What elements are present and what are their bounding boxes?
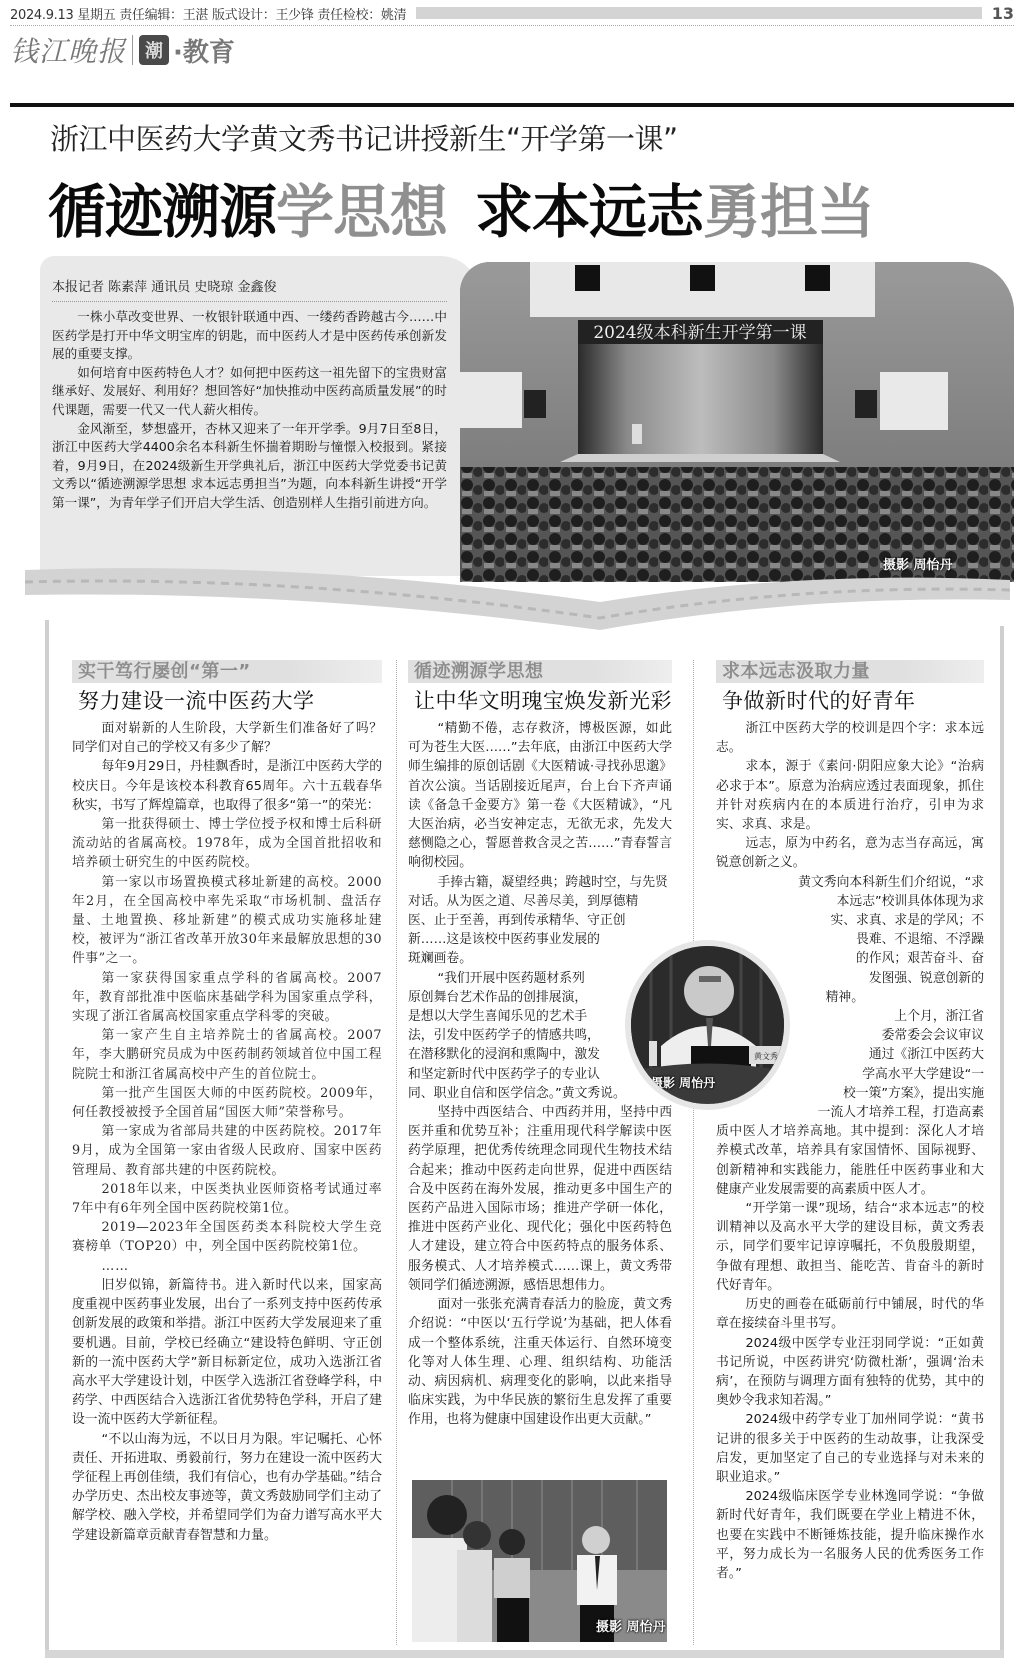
body-paragraph — [408, 873, 672, 969]
first-achievement: 第一家成为省部局共建的中医药院校。2017年9月，成为全国第一家由省级人民政府、国家中医药管理局、教育部共建的中医药院校。 — [72, 1124, 382, 1178]
first-achievement: 第一家获得国家重点学科的省属高校。2007年，教育部批准中医临床基础学科为国家重点学科，实现了浙江省属高校国家重点学科零的突破。 — [72, 970, 382, 1025]
bottom-photo-credit: 摄影 周怡丹 — [596, 1620, 666, 1635]
text-line: 和坚定新时代中医药学子的专业认 — [408, 1066, 600, 1082]
issue-meta: 2024.9.13 星期五 责任编辑：王湛 版式设计：王少锋 责任检校：姚清 — [10, 7, 407, 23]
text-line: 新……这是该校中医药事业发展的 — [408, 932, 600, 948]
body-paragraph: 旧岁似锦，新篇待书。进入新时代以来，国家高度重视中医药事业发展，出台了一系列支持中医药传承创新发展的政策和举措。浙江中医药大学发展迎来了重要机遇。目前，学校已经确立“建设特色鲜明、守正创新的一流中医药大学”新目标新定位，成功入选浙江省高水平大学建设计划，中医学入选浙江省登峰学科，中药学、中西医结合入选浙江省优势特色学科，开启了建设一流中医药大学新征程。 — [72, 1277, 382, 1428]
column-divider — [396, 660, 397, 1645]
body-paragraph: 浙江中医药大学的校训是四个字：求本远志。 — [716, 721, 984, 756]
body-paragraph: 求本，源于《素问·阴阳应象大论》“治病必求于本”。原意为治病应透过表面现象，抓住并针对疾病内在的本质进行治疗，引申为求实、求真、求是。 — [716, 759, 984, 833]
body-paragraph: 面对一张张充满青春活力的脸庞，黄文秀介绍说：“中医以‘五行学说’为基础，把人体看成一个整体系统，注重天体运行、自然环境变化等对人体生理、心理、组织结构、功能活动、病因病机、病理变化的影响，以此来指导临床实践，为中华民族的繁衍生息发挥了重要作用，也将为健康中国建设作出更大贡献。” — [408, 1297, 672, 1428]
text-line: 发图强、锐意创新的 — [868, 970, 984, 986]
body-paragraph: “不以山海为远，不以日月为限。牢记嘱托、心怀责任、开拓进取、勇毅前行，努力在建设一流中医药大学征程上再创佳绩，我们有信心，也有办学基础。”结合办学历史、杰出校友事迹等，黄文秀鼓励同学们主动了解学校、融入学校，并希望同学们为奋力谱写高水平大学建设新篇章贡献青春智慧和力量。 — [72, 1431, 382, 1543]
student-quote: 2024级临床医学专业林逸同学说：“争做新时代好青年，我们既要在学业上精进不休，也要在实践中不断锤炼技能，提升临床操作水平，努力成长为一名服务人民的优秀医务工作者。” — [716, 1489, 984, 1581]
masthead-separator — [132, 35, 133, 65]
frame-left-border — [45, 620, 49, 1654]
text-line: 同、职业自信和医学信念。”黄文秀说。 — [408, 1085, 626, 1101]
newspaper-logo: 钱江晚报 — [10, 35, 127, 68]
header-divider — [10, 25, 1014, 26]
article-column-1 — [72, 660, 382, 1545]
first-achievement: 第一家以市场置换模式移址新建的高校。2000年2月，在全国高校中率先采取“市场机制、盘活存量、土地置换、移址新建”的模式成功实施移址建校，被评为“浙江省改革开放30年来最解放思想的30件事”之一。 — [72, 874, 382, 967]
text-line: 一流人才培养工程，打造高素 — [817, 1105, 984, 1121]
frame-right-border — [1000, 626, 1004, 1654]
text-line: 医、止于至善，再到传承精华、守正创 — [408, 913, 626, 929]
main-headline — [48, 165, 874, 249]
text-line: “我们开展中医药题材系列 — [437, 970, 585, 986]
text-line: 对话。从为医之道、尽善尽美，到厚德精 — [408, 893, 639, 909]
text-line: 斑斓画卷。 — [408, 951, 472, 967]
first-achievement: 第一家产生自主培养院士的省属高校。2007年，李大鹏研究员成为中医药制药领域首位中国工程院院士和浙江省属高校中产生的首位院士。 — [72, 1028, 382, 1082]
hero-photo-auditorium — [460, 262, 1014, 582]
body-paragraph — [716, 873, 984, 1007]
decorative-wave-divider — [0, 560, 1024, 640]
lead-section — [52, 276, 447, 513]
text-line: 校一策”方案》，提出实施 — [843, 1085, 984, 1101]
text-line: 本远志”校训具体体现为求 — [836, 893, 984, 909]
photo-speaker-with-students — [412, 1480, 667, 1642]
text-line: 通过《浙江中医药大 — [868, 1047, 984, 1063]
body-paragraph — [716, 1007, 984, 1122]
headline-part1-grey: 学思想 — [276, 178, 448, 246]
nameplate-text: 黄文秀 — [754, 1052, 778, 1061]
article-column-3 — [716, 660, 984, 1583]
masthead-rule — [10, 103, 1014, 107]
text-line: 的作风；艰苦奋斗、奋 — [856, 951, 984, 967]
body-paragraph: 历史的画卷在砥砺前行中铺展，时代的华章在接续奋斗里书写。 — [716, 1297, 984, 1332]
text-line: 是想以大学生喜闻乐见的艺术手 — [408, 1009, 588, 1025]
byline: 本报记者 陈素萍 通讯员 史晓琼 金鑫俊 — [52, 276, 447, 302]
headline-part1-dark: 循迹溯源 — [48, 178, 277, 246]
section-name: ·教育 — [173, 37, 235, 68]
body-paragraph: 面对崭新的人生阶段，大学新生们准备好了吗？同学们对自己的学校又有多少了解？ — [72, 721, 382, 756]
page-number: 13 — [991, 3, 1014, 23]
lead-paragraph: 金风渐至，梦想盛开，杏林又迎来了一年开学季。9月7日至8日，浙江中医药大学4400余名本科新生怀揣着期盼与憧憬入校报到。紧接着，9月9日，在2024级新生开学典礼后，浙江中医药大学党委书记黄文秀以“循迹溯源学思想 求本远志勇担当”为题，向本科新生讲授“开学第一课”，为青年学子们开启大学生活、创造别样人生指引前进方向。 — [52, 420, 447, 510]
body-paragraph: 质中医人才培养高地。其中提到：深化人才培养模式改革，培养具有家国情怀、国际视野、创新精神和实践能力，能胜任中医药事业和大健康产业发展需要的高素质中医人才。 — [716, 1124, 984, 1197]
headline-part2-grey: 勇担当 — [703, 178, 875, 246]
column-title: 让中华文明瑰宝焕发新光彩 — [414, 689, 672, 713]
text-line: 黄文秀向本科新生们介绍说，“求 — [798, 874, 984, 890]
column-title: 努力建设一流中医药大学 — [78, 689, 315, 713]
text-line: 学高水平大学建设“一 — [862, 1066, 984, 1082]
portrait-photo-credit: 摄影 周怡丹 — [651, 1076, 716, 1090]
text-line: 畏难、不退缩、不浮躁 — [856, 932, 984, 948]
hero-banner-text: 2024级本科新生开学第一课 — [593, 323, 807, 343]
column-kicker: 循迹溯源学思想 — [408, 660, 672, 683]
lead-paragraph: 如何培育中医药特色人才？如何把中医药这一祖先留下的宝贵财富继承好、发展好、利用好？想回答好“加快推动中医药高质量发展”的时代课题，需要一代又一代人薪火相传。 — [52, 364, 447, 417]
first-achievement: 2019—2023年全国医药类本科院校大学生竞赛榜单（TOP20）中，列全国中医药院校第1位。 — [72, 1220, 382, 1255]
body-paragraph: “开学第一课”现场，结合“求本远志”的校训精神以及高水平大学的建设目标，黄文秀表示，同学们要牢记谆谆嘱托，不负殷殷期望，争做有理想、敢担当、能吃苦、肯奋斗的新时代好青年。 — [716, 1201, 984, 1293]
text-line: 手捧古籍，凝望经典；跨越时空，与先贤 — [437, 874, 668, 890]
text-line: 原创舞台艺术作品的创排展演， — [408, 989, 588, 1005]
body-paragraph: “精勤不倦，志存救济，博极医源，如此可为苍生大医……”去年底，由浙江中医药大学师生编排的原创话剧《大医精诚·寻找孙思邈》首次公演。当话剧接近尾声，台上台下齐声诵读《备急千金要方》第一卷《大医精诚》，“凡大医治病，必当安神定志，无欲无求，先发大慈恻隐之心，誓愿普救含灵之苦……”青春誓言响彻校园。 — [408, 721, 672, 871]
text-line: 精神。 — [825, 989, 864, 1005]
body-paragraph: 每年9月29日，丹桂飘香时，是浙江中医药大学的校庆日。今年是该校本科教育65周年。六十五载春华秋实，书写了辉煌篇章，也取得了很多“第一”的荣光： — [72, 759, 382, 813]
body-paragraph: 坚持中西医结合、中西药并用，坚持中西医并重和优势互补；注重用现代科学解读中医药学原理，把优秀传统理念同现代生物技术结合起来；推动中医药走向世界，促进中西医结合及中医药在海外发展，推动更多中国生产的医药产品进入国际市场；推进产学研一体化，推进中医药产业化、现代化；强化中医药特色人才建设，建立符合中医药特点的服务体系、服务模式、人才培养模式……课上，黄文秀带领同学们循迹溯源，感悟思想伟力。 — [408, 1105, 672, 1293]
student-quote: 2024级中药学专业丁加州同学说：“黄书记讲的很多关于中医药的生动故事，让我深受启发，更加坚定了自己的专业选择与对未来的职业追求。” — [716, 1412, 984, 1485]
student-quote: 2024级中医学专业汪羽同学说：“正如黄书记所说，中医药讲究‘防微杜渐’，强调‘治未病’，在预防与调理方面有独特的优势，其中的奥妙令我求知若渴。” — [716, 1335, 984, 1409]
ellipsis: …… — [101, 1258, 130, 1274]
text-line: 实、求真、求是的学风；不 — [830, 913, 984, 929]
frame-bottom-border — [45, 1650, 1004, 1658]
lead-paragraph: 一株小草改变世界、一枚银针联通中西、一缕药香跨越古今……中医药学是打开中华文明宝库的钥匙，而中医药人才是中医药传承创新发展的重要支撑。 — [52, 309, 447, 362]
chao-app-icon: 潮 — [139, 35, 169, 65]
column-title: 争做新时代的好青年 — [722, 689, 916, 713]
column-divider — [693, 660, 694, 1645]
page-header-bar — [10, 2, 1014, 24]
masthead — [10, 32, 235, 68]
headline-part2-dark: 求本远志 — [475, 178, 704, 246]
first-achievement: 第一批获得硕士、博士学位授予权和博士后科研流动站的省属高校。1978年，成为全国首批招收和培养硕士研究生的中医药院校。 — [72, 817, 382, 871]
column-kicker: 实干笃行屡创“第一” — [72, 660, 382, 683]
text-line: 上个月，浙江省 — [894, 1009, 984, 1025]
sub-headline: 浙江中医药大学黄文秀书记讲授新生“开学第一课” — [50, 122, 678, 156]
first-achievement: 第一批产生国医大师的中医药院校。2009年，何任教授被授予全国首届“国医大师”荣誉称号。 — [72, 1085, 382, 1121]
column-kicker: 求本远志汲取力量 — [716, 660, 984, 683]
text-line: 法，引发中医药学子的情感共鸣， — [408, 1028, 600, 1044]
header-grey-band — [416, 7, 981, 19]
text-line: 委常委会会议审议 — [881, 1028, 984, 1044]
first-achievement: 2018年以来，中医类执业医师资格考试通过率7年中有6年列全国中医药院校第1位。 — [72, 1181, 382, 1217]
body-paragraph: 远志，原为中药名，意为志当存高远，寓锐意创新之义。 — [716, 836, 984, 871]
hero-photo-credit: 摄影 周怡丹 — [883, 558, 953, 573]
text-line: 在潜移默化的浸润和熏陶中，激发 — [408, 1047, 600, 1063]
